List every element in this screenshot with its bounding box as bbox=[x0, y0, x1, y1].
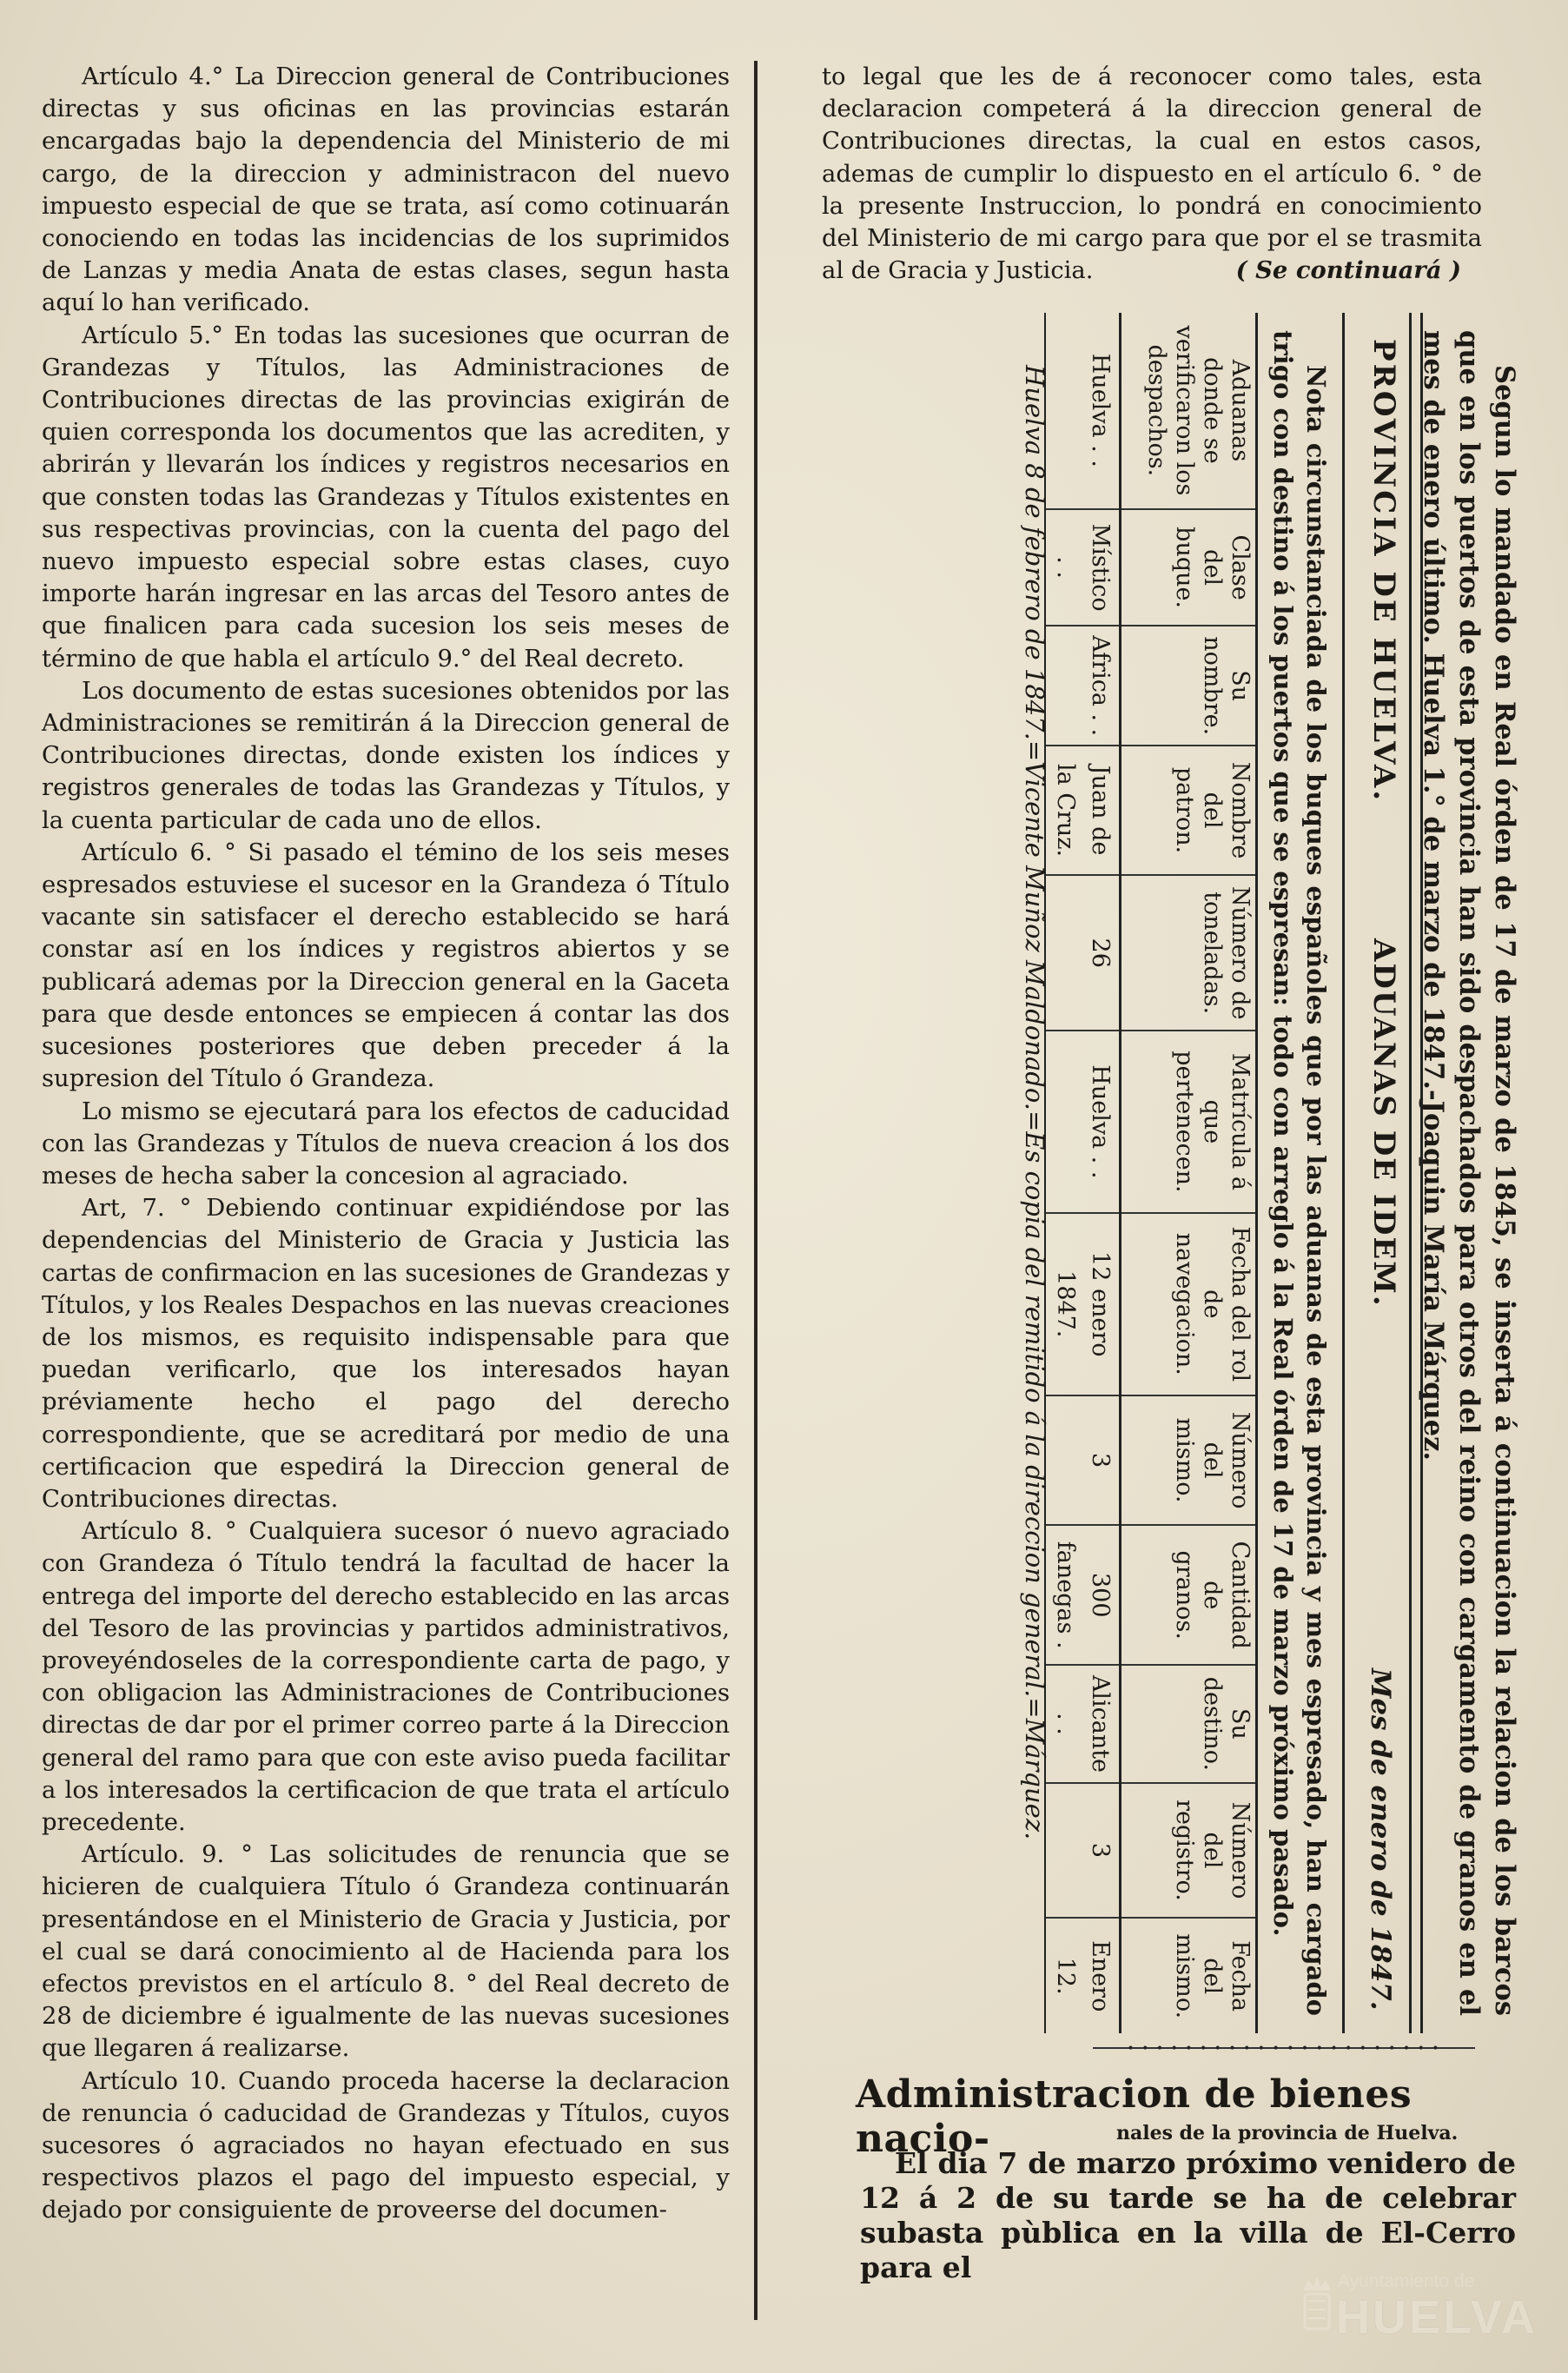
col-nombre: Su nombre. bbox=[1121, 626, 1257, 745]
col-patron: Nombre del patron. bbox=[1121, 746, 1257, 875]
right-column-continuation bbox=[822, 61, 1482, 287]
single-rule bbox=[1342, 313, 1345, 2033]
article-5-paragraph: Artículo 5.° En todas las sucesiones que ocurran de Grandezas y Títulos, las Administraciones de Contribuciones directas de las provincias exigirán de quien corresponda los documentos que las acrediten, y abrirán y llevarán los índices y registros necesarios en que consten todas las Grandezas y Títulos existentes en sus respectivas provincias, con la cuenta del pago del nuevo impuesto especial sobre estas clases, cuyo importe harán ingresar en las arcas del Tesoro antes de que finalicen para cada sucesion los seis meses de término de que habla el artículo 9.° del Real decreto. bbox=[42, 321, 730, 673]
cell: 3 bbox=[1045, 1783, 1121, 1919]
cell: Enero 12. bbox=[1045, 1918, 1121, 2033]
heading-aduanas: ADUANAS DE IDEM. bbox=[1366, 938, 1401, 1308]
col-aduanas: Aduanas donde se verificaron los despachos. bbox=[1121, 313, 1257, 509]
col-destino: Su destino. bbox=[1121, 1665, 1257, 1782]
cell: 12 enero 1847. bbox=[1045, 1213, 1121, 1395]
ships-table bbox=[1044, 313, 1258, 2033]
cell: 3 bbox=[1045, 1395, 1121, 1525]
table-row bbox=[1045, 313, 1121, 2033]
col-clase: Clase del buque. bbox=[1121, 509, 1257, 626]
double-rule bbox=[1409, 313, 1423, 2033]
cell: Alicante . . bbox=[1045, 1665, 1121, 1782]
article-9-paragraph: Artículo. 9. ° Las solicitudes de renuncia que se hicieren de cualquiera Título ó Grandeza continuarán presentándose en el Ministerio de Gracia y Justicia, por el cual se dará conocimiento al de Hacienda para los efectos previstos en el artículo 8. ° del Real decreto de 28 de diciembre é igualmente de las nuevas sucesiones que llegaren á realizarse. bbox=[42, 1841, 730, 2063]
article-10-paragraph: Artículo 10. Cuando proceda hacerse la declaracion de renuncia ó caducidad de Grandezas y Títulos, cuyos sucesores ó agraciados no hayan efectuado en sus respectivos plazos el pago del impuesto especial, y dejado por consiguiente de proveerse del documen- bbox=[42, 2067, 730, 2224]
crown-shield-icon bbox=[1300, 2273, 1334, 2351]
se-continuara-note: ( Se continuará ) bbox=[1235, 256, 1461, 285]
heading-province: PROVINCIA DE HUELVA. bbox=[1366, 339, 1401, 804]
col-fecha-rol: Fecha del rol de navegacion. bbox=[1121, 1213, 1257, 1395]
cell: Juan de la Cruz. bbox=[1045, 746, 1121, 875]
cell: Huelva . . bbox=[1045, 1031, 1121, 1212]
col-numero-mismo: Número del mismo. bbox=[1121, 1395, 1257, 1525]
article-6-paragraph: Artículo 6. ° Si pasado el témino de los seis meses espresados estuviese el sucesor en la Grandeza ó Título vacante sin satisfacer el derecho establecido se hará constar así en los índices y registros abiertos y se publicará ademas por la Direccion general en la Gaceta para que desde entonces se empiecen á contar las dos sucesiones posteriores que deben preceder á la supresion del Título ó Grandeza. bbox=[42, 839, 730, 1093]
col-matricula: Matrícula á que pertenecen. bbox=[1121, 1031, 1257, 1212]
watermark-big-text: HUELVA bbox=[1336, 2291, 1538, 2343]
administracion-title: Administracion de bienes nacio- bbox=[856, 2072, 1413, 2161]
col-cantidad: Cantidad de granos. bbox=[1121, 1525, 1257, 1665]
caducidad-paragraph: Lo mismo se ejecutará para los efectos de caducidad con las Grandezas y Títulos de nueva creacion á los dos meses de hecha saber la concesion al agraciado. bbox=[42, 1097, 730, 1190]
ayuntamiento-watermark bbox=[1300, 2268, 1538, 2355]
report-nota: Nota circunstanciada de los buques españoles que por las aduanas de esta provincia y mes espresado, han cargado trigo con destino á los puertos que se espresan: todo con arreglo á la Real órden de 17 de marzo próximo pasado. bbox=[1268, 330, 1331, 2016]
col-fecha-mismo: Fecha del mismo. bbox=[1121, 1918, 1257, 2033]
cell: Místico . . bbox=[1045, 509, 1121, 626]
table-header-row bbox=[1121, 313, 1257, 2033]
administracion-subtitle: nales de la provincia de Huelva. bbox=[1116, 2122, 1459, 2144]
left-column bbox=[42, 61, 730, 2227]
col-toneladas: Número de toneladas. bbox=[1121, 875, 1257, 1031]
watermark-small-text: Ayuntamiento de bbox=[1338, 2271, 1475, 2291]
continuation-text: to legal que les de á reconocer como tales, esta declaracion competerá á la direccion general de Contribuciones directas, la cual en estos casos, ademas de cumplir lo dispuesto en el artículo 6. ° de la presente Instruccion, lo pondrá en conocimiento del Ministerio de mi cargo para que por el se trasmita al de Gracia y Justicia. bbox=[822, 63, 1482, 285]
article-7-paragraph: Art, 7. ° Debiendo continuar expidiéndose por las dependencias del Ministerio de Gracia y Justicia las cartas de confirmacion en las sucesiones de Grandezas y Títulos, y los Reales Despachos en las nuevas creaciones de los mismos, es requisito indispensable para que puedan verificarlo, que los interesados hayan préviamente hecho el pago del derecho correspondiente, que se acreditará por medio de una certificacion que espedirá la Direccion general de Contribuciones directas. bbox=[42, 1195, 730, 1513]
report-intro: Segun lo mandado en Real órden de 17 de marzo de 1845, se inserta á continuacion la relacion de los barcos que en los puertos de esta provincia han sido despachados para otros del reino con cargamento de granos en el mes de enero último. Huelva 1.° de marzo de 1847.-Joaquin María Márquez. bbox=[1418, 330, 1520, 2016]
report-headings bbox=[1348, 313, 1400, 2033]
administracion-text: El dia 7 de marzo próximo venidero de 12 á 2 de su tarde se ha de celebrar subasta pùblica en la villa de El-Cerro para el bbox=[860, 2146, 1516, 2284]
article-8-paragraph: Artículo 8. ° Cualquiera sucesor ó nuevo agraciado con Grandeza ó Título tendrá la facultad de hacer la entrega del importe del derecho establecido en las arcas del Tesoro de las provincias y partidos administrativos, proveyéndoseles de la correspondiente carta de pago, y con obligacion las Administraciones de Contribuciones directas de dar por el primer correo parte á la Direccion general del ramo para que con este aviso pueda facilitar a los interesados la certificacion de que trata el artículo precedente. bbox=[42, 1518, 730, 1836]
cell: 300 fanegas . bbox=[1045, 1525, 1121, 1665]
documents-paragraph: Los documento de estas sucesiones obtenidos por las Administraciones se remitirán á la Direccion general de Contribuciones directas, donde existen los índices y registros generales de todas las Grandezas y Títulos, y la cuenta particular de cada uno de ellos. bbox=[42, 677, 730, 834]
rotated-grain-report bbox=[817, 313, 1529, 2033]
col-registro: Número del registro. bbox=[1121, 1783, 1257, 1919]
ornamental-divider: • • • • • • • • • • • • • • • • • • • • • • bbox=[1093, 2042, 1475, 2054]
heading-month: Mes de enero de 1847. bbox=[1365, 1668, 1396, 2011]
cell: Africa . . bbox=[1045, 626, 1121, 745]
cell: Huelva . . bbox=[1045, 313, 1121, 509]
report-signature: Huelva 8 de febrero de 1847.=Vicente Muñoz Maldonado.=Es copia del remitido á la direccion general.=Márquez. bbox=[1020, 365, 1049, 1840]
cell: 26 bbox=[1045, 875, 1121, 1031]
column-divider bbox=[754, 61, 758, 2320]
article-4-paragraph: Artículo 4.° La Direccion general de Contribuciones directas y sus oficinas en las provincias estarán encargadas bajo la dependencia del Ministerio de mi cargo, de la direccion y administracon del nuevo impuesto especial de que se trata, así como cotinuarán conociendo en todas las incidencias de los suprimidos de Lanzas y media Anata de estas clases, segun hasta aquí lo han verificado. bbox=[42, 63, 730, 317]
